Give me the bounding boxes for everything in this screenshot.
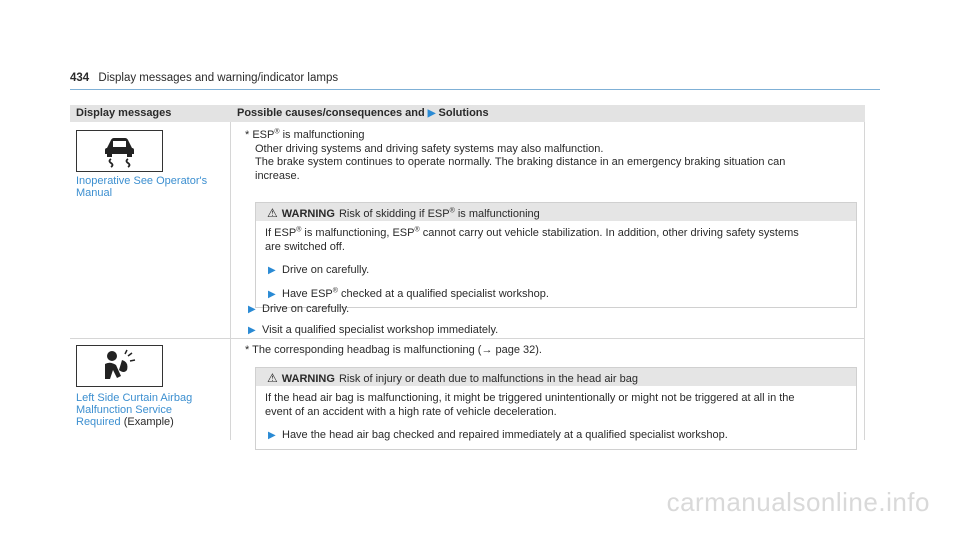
cause-text: The corresponding headbag is malfunctioning ( (252, 344, 482, 356)
registered-mark: ® (332, 286, 338, 294)
cause-paragraph: The brake system continues to operate normally. The braking distance in an emergency braking situation can (255, 156, 786, 168)
solution-step (245, 303, 498, 317)
warning-label: WARNING (281, 373, 335, 385)
header-rule (70, 89, 880, 90)
asterisk: * (245, 129, 250, 141)
registered-mark: ® (274, 128, 280, 136)
solution-step (245, 324, 498, 338)
warning-header (256, 203, 856, 221)
warning-step (265, 288, 847, 302)
page-header (70, 72, 338, 84)
message-line: Manual (76, 187, 113, 199)
asterisk: * (245, 344, 250, 356)
col-solutions-label: Solutions (438, 107, 489, 119)
warning-header (256, 368, 856, 386)
step-arrow-icon: ▶ (248, 304, 256, 315)
message-line: Inoperative See Operator's (76, 175, 208, 187)
warning-text: event of an accident with a high rate of vehicle deceleration. (265, 405, 557, 418)
row1-causes (245, 129, 785, 183)
message-line: Required (76, 416, 121, 428)
row1-solutions (245, 303, 498, 337)
row2-causes (245, 344, 542, 358)
column-divider (230, 122, 231, 440)
page-reference[interactable]: page 32). (492, 344, 542, 356)
cause-paragraph: increase. (255, 169, 300, 182)
warning-step (265, 429, 847, 443)
col-causes-label: Possible causes/consequences and (237, 107, 425, 119)
solutions-arrow-icon: ▶ (427, 108, 436, 119)
warning-text: is malfunctioning, ESP (301, 227, 415, 239)
warning-label: WARNING (281, 208, 335, 220)
step-text: Drive on carefully. (282, 264, 370, 276)
warning-box-airbag (255, 367, 857, 450)
table-header (70, 105, 865, 122)
registered-mark: ® (414, 226, 420, 234)
row-divider (70, 338, 865, 339)
warning-body (256, 386, 856, 449)
watermark: carmanualsonline.info (666, 487, 930, 517)
step-arrow-icon: ▶ (268, 430, 276, 441)
warning-triangle-icon: ⚠ (267, 206, 278, 220)
warning-title: is malfunctioning (454, 208, 540, 220)
step-arrow-icon: ▶ (248, 324, 256, 336)
warning-text: cannot carry out vehicle stabilization. In addition, other driving safety systems (419, 227, 799, 239)
message-inoperative (76, 175, 207, 199)
step-text: Have ESP (282, 287, 333, 300)
step-text: Drive on carefully. (262, 303, 350, 315)
step-text: Have the head air bag checked and repaired immediately at a qualified specialist workshop. (282, 429, 728, 441)
page-ref-arrow-icon: → (481, 344, 493, 356)
airbag-icon (76, 345, 163, 387)
warning-step (265, 264, 847, 278)
step-arrow-icon: ▶ (268, 265, 276, 276)
table-right-border (864, 122, 865, 440)
warning-title: Risk of injury or death due to malfunctions in the head air bag (338, 373, 638, 385)
cause-text: ESP (252, 129, 275, 141)
warning-body (256, 221, 856, 307)
esp-skid-icon (76, 130, 163, 172)
warning-triangle-icon: ⚠ (267, 371, 278, 385)
message-line: Left Side Curtain Airbag (76, 392, 193, 404)
registered-mark: ® (449, 207, 455, 215)
step-text: Visit a qualified specialist workshop immediately. (262, 323, 499, 336)
col-display-messages: Display messages (76, 107, 172, 119)
message-suffix: (Example) (120, 416, 174, 428)
warning-box-esp (255, 202, 857, 308)
step-arrow-icon: ▶ (268, 288, 276, 300)
warning-text: If the head air bag is malfunctioning, it might be triggered unintentionally or might not be triggered at all in the (265, 392, 795, 404)
step-text: checked at a qualified specialist workshop. (337, 287, 549, 300)
page-number: 434 (70, 72, 90, 84)
col-causes (237, 107, 489, 119)
cause-text: is malfunctioning (279, 129, 365, 141)
messages-table (70, 105, 865, 440)
message-airbag (76, 392, 192, 428)
cause-paragraph: Other driving systems and driving safety systems may also malfunction. (255, 142, 604, 155)
warning-title: Risk of skidding if ESP (338, 208, 450, 220)
warning-text: are switched off. (265, 240, 345, 253)
warning-text: If ESP (265, 227, 297, 239)
page-title: Display messages and warning/indicator lamps (98, 72, 339, 84)
registered-mark: ® (296, 226, 302, 234)
message-line: Malfunction Service (76, 404, 172, 416)
